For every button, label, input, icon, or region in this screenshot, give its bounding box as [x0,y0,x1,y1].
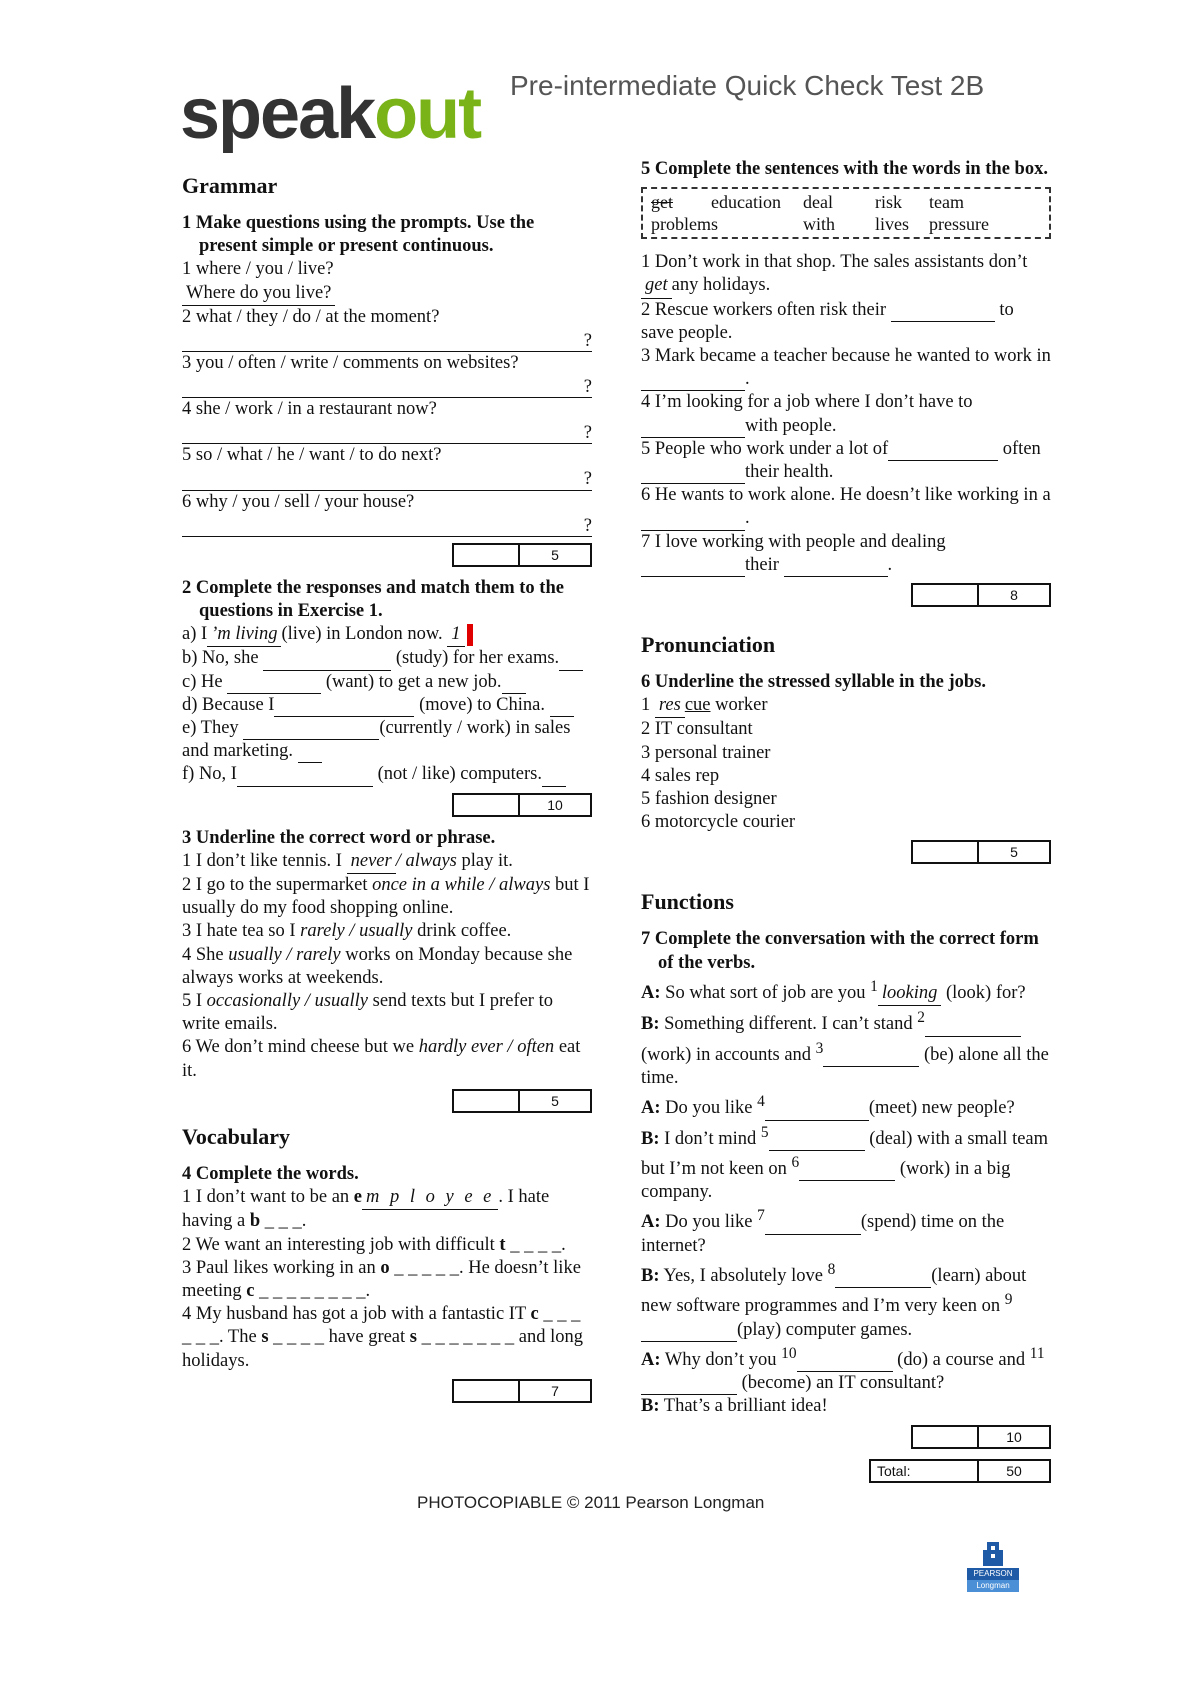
ex6-score-box: 5 [641,840,1051,864]
ex4-item-4: 4 My husband has got a job with a fantastic IT c _ _ _ _ _ _. The s _ _ _ _ have great s _ _ _ _ _ _ _ and long holidays. [182,1304,583,1371]
ex4-item-1: 1 I don’t want to be an e m p l o y e e . I hate having a b _ _ _. [182,1187,550,1232]
dialogue-line-6: B: Yes, I absolutely love $^8$ (learn) about new software programmes and I’m very keen on $^9$(play) computer games. [641,1258,1051,1342]
ex6-item-5[interactable]: 5 fashion designer [641,789,777,810]
dialogue-line-5: A: Do you like $^7$ (spend) time on the internet? [641,1207,1005,1256]
ex1-instruction: 1 Make questions using the prompts. Use the present simple or present continuous. [182,213,535,257]
pearson-tower-icon [967,1540,1019,1568]
ex6-item-4[interactable]: 4 sales rep [641,765,720,786]
left-column [182,172,592,1413]
ex5-item-6: 6 He wants to work alone. He doesn’t like working in a . [641,484,1051,530]
cursor-marker [467,624,473,646]
functions-heading: Functions [641,889,734,915]
ex5-item-4: 4 I’m looking for a job where I don’t have to with people. [641,391,1051,437]
word-box [641,187,1051,239]
ex1-item-1: 1 where / you / live? [182,259,334,280]
ex3-item-6: 6 We don’t mind cheese but we hardly ever / often eat it. [182,1037,581,1081]
dialogue-line-3: A: Do you like $^4$ (meet) new people? [641,1090,1051,1120]
ex3-item-4: 4 She usually / rarely works on Monday because she always works at weekends. [182,944,573,988]
vocabulary-heading: Vocabulary [182,1123,290,1149]
ex4-instruction: 4 Complete the words. [182,1163,359,1184]
ex1-item-6: 6 why / you / sell / your house? [182,491,415,512]
ex7-score-box: 10 [641,1425,1051,1449]
ex1-item-3: 3 you / often / write / comments on websites? [182,353,519,374]
ex3-item-1: 1 I don’t like tennis. I never / always play it. [182,850,592,874]
ex6-item-6[interactable]: 6 motorcycle courier [641,812,796,833]
word-education: education [711,192,781,213]
ex5-instruction: 5 Complete the sentences with the words in the box. [641,159,1048,179]
ex1-item-4: 4 she / work / in a restaurant now? [182,399,437,420]
ex4-item-3: 3 Paul likes working in an o _ _ _ _ _. He doesn’t like meeting c _ _ _ _ _ _ _ _. [182,1257,581,1301]
ex4-score-box: 7 [182,1379,592,1403]
word-get: get [651,192,673,213]
dialogue-line-2: B: Something different. I can’t stand $^2$(work) in accounts and $^3$ (be) alone all the time. [641,1009,1049,1088]
ex2-item-e: e) They (currently / work) in sales and marketing. [182,717,592,763]
ex3-item-5: 5 I occasionally / usually send texts but I prefer to write emails. [182,991,553,1035]
ex1-answer-1[interactable]: Where do you live? [182,282,335,306]
dialogue-line-4: B: I don’t mind $^5$ (deal) with a small team but I’m not keen on $^6$ (work) in a big company. [641,1123,1049,1203]
ex5-item-5: 5 People who work under a lot of often their health. [641,438,1051,484]
ex1-answer-line-3[interactable]: ? [182,375,592,398]
ex1-answer-line-6[interactable]: ? [182,514,592,537]
ex6-item-3[interactable]: 3 personal trainer [641,742,771,763]
ex5-item-1: 1 Don’t work in that shop. The sales assistants don’t get any holidays. [641,251,1051,298]
word-with: with [803,214,836,235]
ex5-score-box: 8 [641,583,1051,607]
ex3-item-3: 3 I hate tea so I rarely / usually drink coffee. [182,921,512,942]
word-pressure: pressure [929,214,989,235]
ex1-answer-line-2[interactable]: ? [182,329,592,352]
ex4-item-2: 2 We want an interesting job with difficult t _ _ _ _. [182,1234,566,1255]
ex5-item-3: 3 Mark became a teacher because he wanted to work in . [641,345,1051,391]
word-problems: problems [651,214,718,235]
dialogue-line-8: B: That’s a brilliant idea! [641,1396,828,1417]
ex5-item-7: 7 I love working with people and dealing their . [641,531,1051,577]
ex2-item-a: a) I ’m living (live) in London now. 1 [182,623,592,647]
ex1-score-box: 5 [182,543,592,567]
total-score-box: Total: 50 [641,1459,1051,1483]
speakout-logo: speakout [180,74,481,154]
right-column [641,158,1051,1489]
ex1-item-5: 5 so / what / he / want / to do next? [182,445,442,466]
grammar-heading: Grammar [182,173,278,198]
ex2-item-f: f) No, I (not / like) computers. [182,763,592,786]
ex1-item-2: 2 what / they / do / at the moment? [182,306,440,327]
word-team: team [929,192,964,213]
dialogue-line-1: A: So what sort of job are you $^1$ looking (look) for? [641,975,1051,1006]
page-title: Pre-intermediate Quick Check Test 2B [510,70,985,101]
ex2-instruction: 2 Complete the responses and match them to the questions in Exercise 1. [182,577,564,622]
ex1-answer-line-4[interactable]: ? [182,421,592,444]
ex3-score-box: 5 [182,1089,592,1113]
copyright-footer: PHOTOCOPIABLE © 2011 Pearson Longman [417,1493,765,1512]
ex2-item-c: c) He (want) to get a new job. [182,671,592,694]
word-deal: deal [803,192,833,213]
ex1-answer-line-5[interactable]: ? [182,468,592,491]
ex2-score-box: 10 [182,793,592,817]
ex6-item-1: 1 res cue worker [641,694,1051,718]
word-risk: risk [875,192,902,213]
ex5-item-2: 2 Rescue workers often risk their to save people. [641,299,1014,343]
ex7-instruction: 7 Complete the conversation with the correct form of the verbs. [641,929,1039,973]
ex2-item-d: d) Because I (move) to China. [182,694,592,717]
ex6-item-2[interactable]: 2 IT consultant [641,719,753,740]
pearson-longman-logo: PEARSON Longman [967,1540,1019,1602]
pronunciation-heading: Pronunciation [641,632,776,658]
ex3-instruction: 3 Underline the correct word or phrase. [182,827,496,848]
word-lives: lives [875,214,909,235]
ex2-item-b: b) No, she (study) for her exams. [182,647,592,670]
dialogue-line-7: A: Why don’t you $^{10}$ (do) a course and $^{11}$ (become) an IT consultant? [641,1342,1051,1396]
ex6-instruction: 6 Underline the stressed syllable in the jobs. [641,672,987,693]
ex3-item-2: 2 I go to the supermarket once in a while / always but I usually do my food shopping online. [182,875,590,919]
